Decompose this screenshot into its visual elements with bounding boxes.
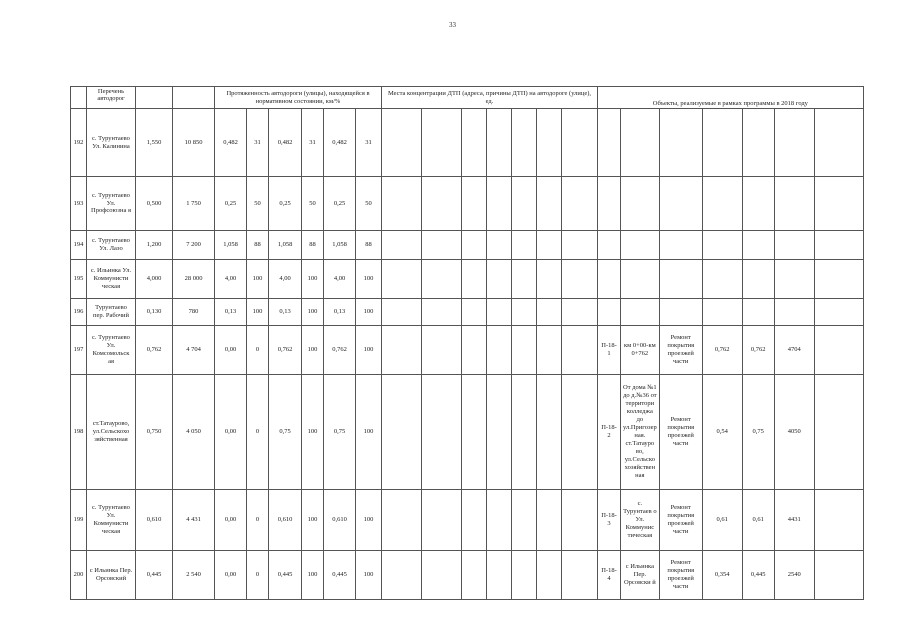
code-cell <box>598 260 621 299</box>
c4-cell: 50 <box>247 177 269 231</box>
empty-cell <box>537 490 562 551</box>
v1-cell: 0,354 <box>702 551 742 600</box>
v1-cell <box>702 109 742 177</box>
empty-cell <box>462 551 487 600</box>
empty-cell <box>814 260 863 299</box>
empty-cell <box>462 299 487 326</box>
object-location-cell <box>621 177 660 231</box>
empty-cell <box>462 177 487 231</box>
v1-cell <box>702 299 742 326</box>
num-cell: 195 <box>71 260 87 299</box>
c3-cell: 1,058 <box>215 231 247 260</box>
c8-cell: 31 <box>356 109 382 177</box>
c4-cell: 0 <box>247 551 269 600</box>
c2-cell: 780 <box>173 299 215 326</box>
work-type-cell: Ремонт покрытия проезжей части <box>659 551 702 600</box>
c6-cell: 88 <box>302 231 324 260</box>
c4-cell: 0 <box>247 375 269 490</box>
c1-cell: 1,550 <box>136 109 173 177</box>
empty-cell <box>512 109 537 177</box>
object-location-cell: с Ильинка Пер. Орсовски й <box>621 551 660 600</box>
road-name-cell: с. Турунтаево Ул. Коммунисти ческая <box>87 490 136 551</box>
empty-cell <box>537 299 562 326</box>
v2-cell: 0,445 <box>742 551 774 600</box>
empty-cell <box>382 299 422 326</box>
object-location-cell <box>621 231 660 260</box>
c8-cell: 100 <box>356 260 382 299</box>
empty-cell <box>537 326 562 375</box>
c7-cell: 0,482 <box>324 109 356 177</box>
roads-list-header: Перечень автодорог <box>97 87 125 103</box>
v3-cell: 2540 <box>774 551 814 600</box>
empty-cell <box>487 551 512 600</box>
c5-cell: 0,445 <box>269 551 302 600</box>
v2-cell <box>742 231 774 260</box>
v2-cell: 0,61 <box>742 490 774 551</box>
empty-cell <box>512 551 537 600</box>
c8-cell: 100 <box>356 299 382 326</box>
object-location-cell: с. Турунтаев о Ул. Коммунис тическая <box>621 490 660 551</box>
v1-cell: 0,54 <box>702 375 742 490</box>
c4-cell: 88 <box>247 231 269 260</box>
c8-cell: 100 <box>356 490 382 551</box>
num-cell: 194 <box>71 231 87 260</box>
empty-cell <box>462 375 487 490</box>
work-type-cell <box>659 109 702 177</box>
v3-cell <box>774 260 814 299</box>
v1-cell <box>702 177 742 231</box>
work-type-cell: Ремонт покрытия проезжей части <box>659 326 702 375</box>
v1-cell: 0,61 <box>702 490 742 551</box>
empty-cell <box>562 326 598 375</box>
c1-cell: 0,610 <box>136 490 173 551</box>
table-row <box>71 551 864 600</box>
object-location-cell: От дома №1 до д.№36 от территори колледжа до ул.Пригозер ная. ст.Татауро во, ул.Сельско хозяйствен ная <box>621 375 660 490</box>
c8-cell: 100 <box>356 375 382 490</box>
c8-cell: 88 <box>356 231 382 260</box>
v3-cell <box>774 299 814 326</box>
empty-cell <box>382 260 422 299</box>
empty-cell <box>462 231 487 260</box>
empty-cell <box>537 109 562 177</box>
c4-cell: 0 <box>247 326 269 375</box>
table-row <box>71 109 864 177</box>
c3-cell: 0,482 <box>215 109 247 177</box>
c5-cell: 0,25 <box>269 177 302 231</box>
table-row <box>71 177 864 231</box>
c6-cell: 31 <box>302 109 324 177</box>
v1-cell: 0,762 <box>702 326 742 375</box>
code-cell <box>598 299 621 326</box>
c6-cell: 100 <box>302 551 324 600</box>
empty-cell <box>422 490 462 551</box>
v3-cell <box>774 109 814 177</box>
c2-cell: 10 850 <box>173 109 215 177</box>
empty-cell <box>382 490 422 551</box>
empty-cell <box>487 375 512 490</box>
v2-cell: 0,75 <box>742 375 774 490</box>
empty-cell <box>422 260 462 299</box>
code-cell <box>598 231 621 260</box>
c5-cell: 4,00 <box>269 260 302 299</box>
empty-cell <box>562 177 598 231</box>
c7-cell: 4,00 <box>324 260 356 299</box>
empty-cell <box>537 260 562 299</box>
accident-places-header: Места концентрации ДТП (адреса, причины ДТП) на автодороге (улице), ед. <box>382 87 598 109</box>
empty-cell <box>814 375 863 490</box>
empty-cell <box>382 375 422 490</box>
c7-cell: 0,610 <box>324 490 356 551</box>
code-cell <box>598 177 621 231</box>
empty-cell <box>422 109 462 177</box>
empty-cell <box>512 177 537 231</box>
c8-cell: 50 <box>356 177 382 231</box>
num-cell: 199 <box>71 490 87 551</box>
empty-cell <box>462 326 487 375</box>
empty-cell <box>814 490 863 551</box>
c1-cell: 1,200 <box>136 231 173 260</box>
empty-cell <box>382 326 422 375</box>
empty-cell <box>487 260 512 299</box>
code-cell: П-18-4 <box>598 551 621 600</box>
c5-cell: 0,610 <box>269 490 302 551</box>
c6-cell: 100 <box>302 326 324 375</box>
empty-cell <box>512 490 537 551</box>
empty-cell <box>462 260 487 299</box>
empty-cell <box>814 299 863 326</box>
empty-cell <box>487 326 512 375</box>
c5-cell: 1,058 <box>269 231 302 260</box>
table-row <box>71 326 864 375</box>
empty-cell <box>382 231 422 260</box>
c1-cell: 0,445 <box>136 551 173 600</box>
v3-cell <box>774 177 814 231</box>
c3-cell: 0,13 <box>215 299 247 326</box>
page-number: 33 <box>449 21 456 29</box>
object-location-cell <box>621 109 660 177</box>
empty-cell <box>562 551 598 600</box>
table-row <box>71 260 864 299</box>
table-row <box>71 490 864 551</box>
c2-cell: 28 000 <box>173 260 215 299</box>
c6-cell: 50 <box>302 177 324 231</box>
road-name-cell: ст.Татаурово, ул.Сельскохо зяйственная <box>87 375 136 490</box>
table-row <box>71 299 864 326</box>
v2-cell <box>742 177 774 231</box>
empty-cell <box>462 490 487 551</box>
empty-cell <box>814 177 863 231</box>
empty-cell <box>537 231 562 260</box>
c4-cell: 100 <box>247 299 269 326</box>
v1-cell <box>702 231 742 260</box>
empty-cell <box>382 109 422 177</box>
empty-cell <box>562 231 598 260</box>
v2-cell: 0,762 <box>742 326 774 375</box>
empty-cell <box>487 109 512 177</box>
c2-cell: 4 431 <box>173 490 215 551</box>
object-location-cell <box>621 299 660 326</box>
c7-cell: 0,25 <box>324 177 356 231</box>
c7-cell: 1,058 <box>324 231 356 260</box>
c8-cell: 100 <box>356 326 382 375</box>
c6-cell: 100 <box>302 490 324 551</box>
empty-cell <box>814 231 863 260</box>
empty-cell <box>487 177 512 231</box>
v3-cell <box>774 231 814 260</box>
empty-cell <box>562 260 598 299</box>
work-type-cell: Ремонт покрытия проезжей части <box>659 490 702 551</box>
empty-cell <box>422 375 462 490</box>
code-cell <box>598 109 621 177</box>
c2-cell: 7 200 <box>173 231 215 260</box>
empty-cell <box>512 231 537 260</box>
empty-cell <box>537 375 562 490</box>
c3-cell: 0,00 <box>215 490 247 551</box>
empty-cell <box>422 299 462 326</box>
c7-cell: 0,762 <box>324 326 356 375</box>
table-row <box>71 231 864 260</box>
work-type-cell <box>659 299 702 326</box>
c1-cell: 0,750 <box>136 375 173 490</box>
work-type-cell <box>659 177 702 231</box>
v2-cell <box>742 109 774 177</box>
empty-cell <box>422 231 462 260</box>
c3-cell: 0,00 <box>215 375 247 490</box>
empty-cell <box>487 231 512 260</box>
empty-cell <box>537 551 562 600</box>
code-cell: П-18-2 <box>598 375 621 490</box>
code-cell: П-18-1 <box>598 326 621 375</box>
c3-cell: 0,00 <box>215 551 247 600</box>
c7-cell: 0,75 <box>324 375 356 490</box>
object-location-cell: км 0+00-км 0+762 <box>621 326 660 375</box>
empty-cell <box>422 326 462 375</box>
c2-cell: 1 750 <box>173 177 215 231</box>
empty-cell <box>562 299 598 326</box>
work-type-cell <box>659 260 702 299</box>
road-name-cell: Турунтаево пер. Рабочий <box>87 299 136 326</box>
v1-cell <box>702 260 742 299</box>
num-cell: 192 <box>71 109 87 177</box>
object-location-cell <box>621 260 660 299</box>
c5-cell: 0,75 <box>269 375 302 490</box>
length-group-header: Протяженность автодороги (улицы), находящейся в нормативном состоянии, км/% <box>215 87 382 109</box>
road-name-cell: с. Турунтаево Ул. Калинина <box>87 109 136 177</box>
c5-cell: 0,762 <box>269 326 302 375</box>
c2-cell: 4 050 <box>173 375 215 490</box>
empty-cell <box>382 177 422 231</box>
empty-cell <box>512 260 537 299</box>
c6-cell: 100 <box>302 299 324 326</box>
c4-cell: 31 <box>247 109 269 177</box>
c2-cell: 2 540 <box>173 551 215 600</box>
empty-cell <box>512 375 537 490</box>
empty-cell <box>562 109 598 177</box>
c4-cell: 100 <box>247 260 269 299</box>
v3-cell: 4050 <box>774 375 814 490</box>
num-cell: 198 <box>71 375 87 490</box>
num-cell: 200 <box>71 551 87 600</box>
c5-cell: 0,482 <box>269 109 302 177</box>
table-row <box>71 375 864 490</box>
c1-cell: 4,000 <box>136 260 173 299</box>
empty-cell <box>562 490 598 551</box>
c3-cell: 0,00 <box>215 326 247 375</box>
c3-cell: 0,25 <box>215 177 247 231</box>
c5-cell: 0,13 <box>269 299 302 326</box>
empty-cell <box>462 109 487 177</box>
empty-cell <box>422 551 462 600</box>
road-name-cell: с. Ильинка Ул. Коммунисти ческая <box>87 260 136 299</box>
objects-header: Объекты, реализуемые в рамках программы в 2018 году <box>598 87 864 109</box>
c7-cell: 0,13 <box>324 299 356 326</box>
empty-cell <box>422 177 462 231</box>
v2-cell <box>742 299 774 326</box>
c3-cell: 4,00 <box>215 260 247 299</box>
road-name-cell: с. Турунтаево Ул. Профсоюзна я <box>87 177 136 231</box>
empty-cell <box>512 326 537 375</box>
c7-cell: 0,445 <box>324 551 356 600</box>
num-cell: 196 <box>71 299 87 326</box>
c1-cell: 0,500 <box>136 177 173 231</box>
c6-cell: 100 <box>302 375 324 490</box>
c4-cell: 0 <box>247 490 269 551</box>
v3-cell: 4431 <box>774 490 814 551</box>
c2-cell: 4 704 <box>173 326 215 375</box>
num-cell: 193 <box>71 177 87 231</box>
c1-cell: 0,762 <box>136 326 173 375</box>
c6-cell: 100 <box>302 260 324 299</box>
work-type-cell: Ремонт покрытия проезжей части <box>659 375 702 490</box>
empty-cell <box>487 490 512 551</box>
empty-cell <box>537 177 562 231</box>
road-name-cell: с. Турунтаево Ул. Комсомольск ая <box>87 326 136 375</box>
empty-cell <box>382 551 422 600</box>
c8-cell: 100 <box>356 551 382 600</box>
road-name-cell: с Ильинка Пер. Орсовский <box>87 551 136 600</box>
c1-cell: 0,130 <box>136 299 173 326</box>
work-type-cell <box>659 231 702 260</box>
empty-cell <box>814 551 863 600</box>
empty-cell <box>562 375 598 490</box>
num-cell: 197 <box>71 326 87 375</box>
code-cell: П-18-3 <box>598 490 621 551</box>
empty-cell <box>814 109 863 177</box>
empty-cell <box>814 326 863 375</box>
empty-cell <box>487 299 512 326</box>
header-row <box>71 87 864 109</box>
roads-table <box>70 86 864 600</box>
empty-cell <box>512 299 537 326</box>
v2-cell <box>742 260 774 299</box>
v3-cell: 4704 <box>774 326 814 375</box>
road-name-cell: с. Турунтаево Ул. Лазо <box>87 231 136 260</box>
